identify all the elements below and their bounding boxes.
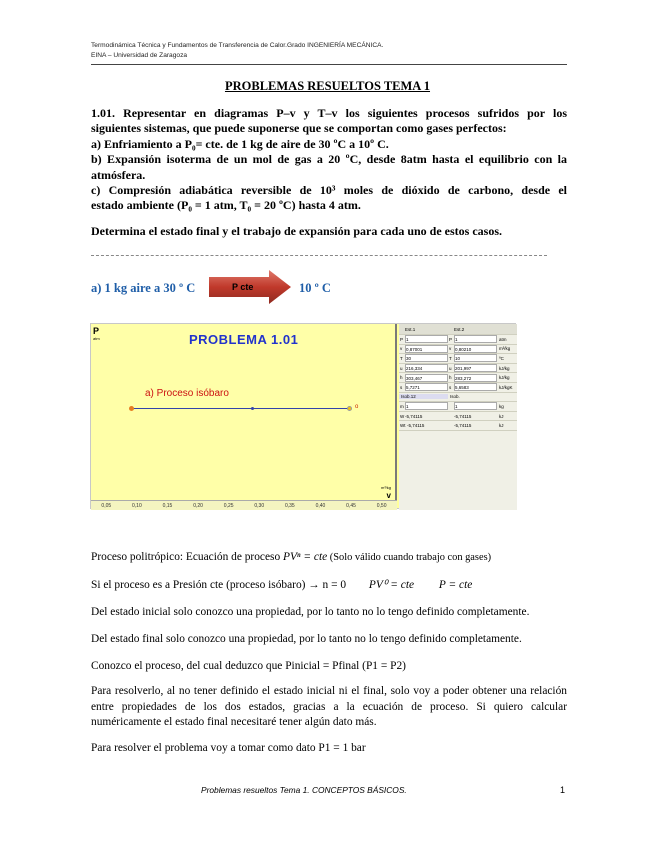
- state-2-point: o: [355, 404, 359, 410]
- process-type-2: Isob.: [450, 394, 460, 400]
- tech-work-row: [399, 421, 517, 431]
- body-paragraph-5: Conozco el proceso, del cual deduzco que Pinicial = Pfinal (P1 = P2): [91, 660, 406, 672]
- header-school: EINA – Universidad de Zaragoza: [91, 52, 188, 59]
- x-tick: 0,35: [284, 502, 295, 509]
- state-1-value[interactable]: 5,7271: [405, 383, 448, 391]
- table-row: [399, 354, 517, 364]
- mass-row: [399, 402, 517, 412]
- problem-line-2: siguientes sistemas, que puede suponerse que se comportan como gases perfectos:: [91, 121, 507, 136]
- prop-key: s: [400, 384, 403, 390]
- tech-work-value-2: -5,74115: [454, 423, 472, 429]
- body-paragraph-2: [91, 578, 567, 594]
- table-row: [399, 364, 517, 374]
- prop-key: v: [400, 346, 403, 352]
- state-1-marker: [129, 406, 134, 411]
- prop-unit: kJ: [499, 413, 504, 419]
- x-tick: 0,50: [376, 502, 387, 509]
- state-2-value[interactable]: 5,6583: [454, 383, 497, 391]
- problem-part-b-2: atmósfera.: [91, 167, 146, 182]
- state-1-value[interactable]: 0,87001: [405, 345, 448, 353]
- header-rule: [91, 64, 567, 65]
- polytropic-text: Proceso politrópico: Ecuación de proceso: [91, 551, 284, 563]
- problem-statement: [91, 106, 567, 214]
- state-2-value[interactable]: 1: [454, 335, 497, 343]
- body-paragraph-3: Del estado inicial solo conozco una propiedad, por lo tanto no lo tengo definido completamente.: [91, 606, 530, 618]
- body-paragraph-6: Para resolverlo, al no tener definido el estado inicial ni el final, solo voy a poder obtener una relación entre propiedades de los dos estados, gracias a la ecuación de proceso. Si quiero calcular numéricamente el estado final necesitaré tener algún dato más.: [91, 685, 567, 729]
- state-1-value[interactable]: 30: [405, 354, 448, 362]
- table-row: [399, 383, 517, 393]
- prop-key: u: [449, 365, 452, 371]
- body-paragraph-7: Para resolver el problema voy a tomar como dato P1 = 1 bar: [91, 742, 366, 754]
- header-course: Termodinámica Técnica y Fundamentos de Transferencia de Calor.Grado INGENIERÍA MECÁNICA.: [91, 42, 384, 49]
- state-1-value[interactable]: 303,467: [405, 374, 448, 382]
- simulation-title: PROBLEMA 1.01: [189, 332, 299, 347]
- x-tick: 0,15: [162, 502, 173, 509]
- table-head-state-2: Est.2: [454, 326, 465, 332]
- prop-unit: kJ/kgK: [499, 384, 513, 390]
- prop-unit: kg: [499, 403, 504, 409]
- x-tick: 0,10: [132, 502, 142, 509]
- x-axis-ticks: [91, 500, 397, 510]
- prop-unit: kJ: [499, 423, 504, 429]
- prop-key: P: [400, 336, 404, 342]
- prop-key: W: [400, 413, 405, 419]
- work-value-2: -5,74115: [454, 413, 472, 419]
- work-value: -5,74115: [405, 413, 423, 419]
- simulation-panel: [90, 323, 516, 509]
- v-axis-label: v: [386, 491, 391, 500]
- prop-key: T: [400, 355, 403, 361]
- mass-value[interactable]: 1: [405, 402, 448, 410]
- state-2-value[interactable]: 10: [454, 354, 497, 362]
- body-paragraph-4: Del estado final solo conozco una propiedad, por lo tanto no lo tengo definido completamente.: [91, 633, 522, 645]
- x-tick: 0,40: [315, 502, 326, 509]
- isobaric-equation-2: P = cte: [438, 579, 473, 591]
- prop-unit: kJ/kg: [499, 375, 510, 381]
- initial-state-label: a) 1 kg aire a 30 º C: [91, 281, 196, 295]
- x-tick: 0,25: [223, 502, 234, 509]
- process-label: a) Proceso isóbaro: [145, 388, 229, 399]
- work-row: [399, 412, 517, 422]
- problem-line-1: 1.01. Representar en diagramas P–v y T–v los siguientes procesos sufridos por los: [91, 106, 567, 120]
- body-paragraph-1: [91, 550, 567, 566]
- state-table: [399, 324, 517, 510]
- x-tick: 0,30: [254, 502, 265, 509]
- table-row: [399, 335, 517, 345]
- table-head-state-1: Est.1: [405, 326, 416, 332]
- prop-key: v: [449, 346, 452, 352]
- v-axis-unit: m³/kg: [381, 485, 391, 490]
- isobar-line: [131, 408, 349, 409]
- state-2-marker: [347, 406, 352, 411]
- tech-work-value: -5,74115: [407, 423, 425, 429]
- state-2-value[interactable]: 283,272: [454, 374, 497, 382]
- prop-key: h: [400, 375, 403, 381]
- prop-unit: kJ/kg: [499, 365, 510, 371]
- x-tick: 0,45: [346, 502, 356, 509]
- problem-part-c-2: estado ambiente (P₀ = 1 atm, T₀ = 20 ºC) hasta 4 atm.: [91, 198, 361, 213]
- problem-part-b-1: b) Expansión isoterma de un mol de gas a 20 ºC, desde 8atm hasta el equilibrio con la: [91, 152, 567, 167]
- prop-key: Wt: [400, 423, 406, 429]
- prop-unit: atm: [499, 336, 507, 342]
- prop-unit: m³/kg: [499, 346, 511, 352]
- problem-part-a: a) Enfriamiento a P₀= cte. de 1 kg de aire de 30 ºC a 10º C.: [91, 136, 389, 151]
- prop-key: s: [449, 384, 452, 390]
- state-1-value[interactable]: 216,334: [405, 364, 448, 372]
- problem-part-c-1: c) Compresión adiabática reversible de 10³ moles de dióxido de carbono, desde el: [91, 183, 567, 198]
- polytropic-equation: PVⁿ = cte: [283, 551, 328, 563]
- problem-task: Determina el estado final y el trabajo de expansión para cada uno de estos casos.: [91, 224, 502, 238]
- section-divider: [91, 255, 547, 256]
- mid-marker: [251, 407, 254, 410]
- x-tick: 0,05: [101, 502, 112, 509]
- prop-key: P: [449, 336, 453, 342]
- state-2-value[interactable]: 0,80210: [454, 345, 497, 353]
- p-axis-label: P: [93, 326, 100, 336]
- mass-value-2[interactable]: 1: [454, 402, 497, 410]
- arrow-label: P cte: [232, 282, 254, 292]
- page-number: 1: [560, 785, 566, 795]
- table-row: [399, 373, 517, 383]
- isobaric-equation-1: PV⁰ = cte: [368, 579, 415, 591]
- table-header: [399, 324, 517, 335]
- isobaric-text: Si el proceso es a Presión cte (proceso isóbaro) → n = 0: [91, 579, 347, 591]
- table-row: [399, 345, 517, 355]
- prop-key: m: [400, 403, 404, 409]
- process-row: [399, 393, 517, 403]
- final-state-label: 10 º C: [299, 281, 331, 295]
- x-tick: 0,20: [193, 502, 203, 509]
- p-axis-unit: atm: [93, 336, 100, 341]
- prop-key: h: [449, 375, 452, 381]
- process-type[interactable]: Isob.12: [399, 394, 448, 399]
- polytropic-note: (Solo válido cuando trabajo con gases): [327, 552, 492, 563]
- prop-key: T: [449, 355, 452, 361]
- page-title: PROBLEMAS RESUELTOS TEMA 1: [224, 79, 431, 93]
- running-header: [91, 41, 383, 61]
- page-footer: Problemas resueltos Tema 1. CONCEPTOS BÁSICOS.: [201, 785, 407, 795]
- state-1-value[interactable]: 1: [405, 335, 448, 343]
- state-2-value[interactable]: 201,997: [454, 364, 497, 372]
- prop-key: u: [400, 365, 403, 371]
- pv-diagram: [91, 324, 397, 500]
- prop-unit: ºC: [499, 355, 504, 361]
